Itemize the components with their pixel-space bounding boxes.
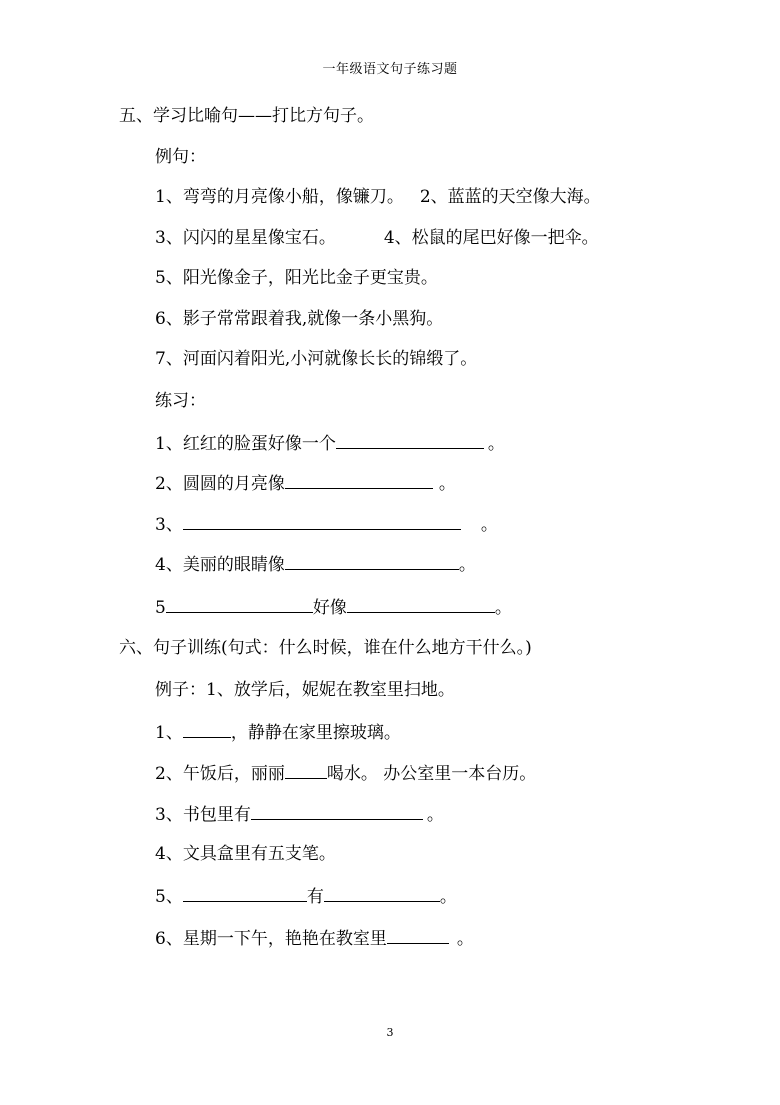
section6-item-2: 2、午饭后，丽丽 喝水。 办公室里一本台历。 <box>155 760 536 786</box>
example-line-2 <box>155 226 599 250</box>
example-line-5: 7、河面闪着阳光,小河就像长长的锦缎了。 <box>155 349 478 369</box>
answer-blank[interactable] <box>183 719 231 738</box>
answer-blank[interactable] <box>285 470 433 489</box>
example-line-3: 5、阳光像金子，阳光比金子更宝贵。 <box>155 268 438 288</box>
section6-item-5: 5、 有 。 <box>155 883 457 909</box>
example-line-1 <box>155 185 601 209</box>
answer-blank[interactable] <box>285 551 459 570</box>
example-2b: 4、松鼠的尾巴好像一把伞。 <box>383 228 599 248</box>
example-2a: 3、闪闪的星星像宝石。 <box>155 228 336 248</box>
answer-blank[interactable] <box>387 925 449 944</box>
practice-item-4: 4、美丽的眼睛像 。 <box>155 551 476 577</box>
answer-blank[interactable] <box>336 430 484 449</box>
section6-item-6: 6、星期一下午，艳艳在教室里 。 <box>155 925 474 951</box>
answer-blank[interactable] <box>285 760 327 779</box>
page-header: 一年级语文句子练习题 <box>322 62 458 77</box>
section6-item-3: 3、书包里有 。 <box>155 801 444 827</box>
section5-title: 五、学习比喻句——打比方句子。 <box>119 106 374 126</box>
example-label: 例句： <box>155 147 206 167</box>
answer-blank[interactable] <box>166 594 313 613</box>
answer-blank[interactable] <box>251 801 423 820</box>
practice-item-1: 1、红红的脸蛋好像一个 。 <box>155 430 505 456</box>
answer-blank[interactable] <box>183 511 461 530</box>
answer-blank[interactable] <box>183 883 307 902</box>
answer-blank[interactable] <box>324 883 440 902</box>
practice-item-5: 5 好像 。 <box>155 594 512 620</box>
practice-item-3: 3、 。 <box>155 511 498 537</box>
example-1a: 1、弯弯的月亮像小船，像镰刀。 <box>155 187 404 207</box>
practice-item-2: 2、圆圆的月亮像 。 <box>155 470 456 496</box>
example-1b: 2、蓝蓝的天空像大海。 <box>419 187 601 207</box>
example-line-4: 6、影子常常跟着我,就像一条小黑狗。 <box>155 309 444 329</box>
section6-item-1: 1、 ，静静在家里擦玻璃。 <box>155 719 401 745</box>
section6-title: 六、句子训练(句式：什么时候，谁在什么地方干什么。) <box>119 638 532 658</box>
answer-blank[interactable] <box>347 594 495 613</box>
section6-example: 例子：1、放学后，妮妮在教室里扫地。 <box>155 680 455 700</box>
practice-label: 练习： <box>155 391 206 411</box>
section6-item-4: 4、文具盒里有五支笔。 <box>155 844 336 864</box>
page-number: 3 <box>386 1026 394 1039</box>
